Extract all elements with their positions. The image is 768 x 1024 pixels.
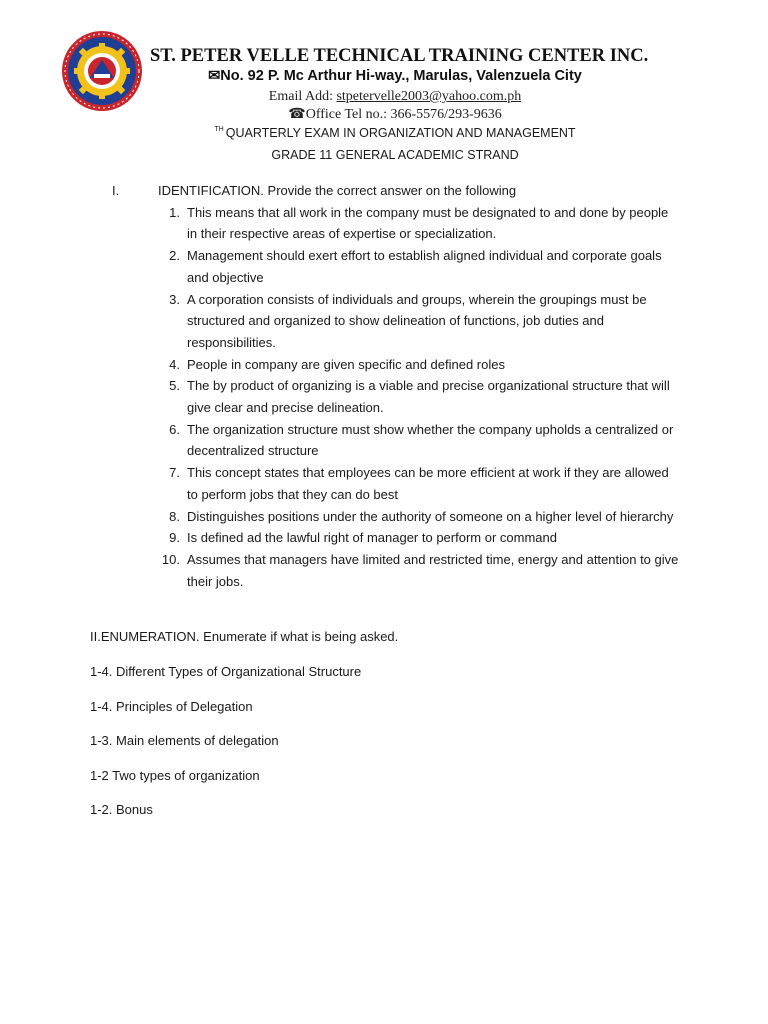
question-item xyxy=(158,549,682,592)
email-label: Email Add: xyxy=(268,89,333,104)
school-email xyxy=(150,89,640,105)
question-number: 5. xyxy=(169,378,180,394)
phone-text: Office Tel no.: 366-5576/293-9636 xyxy=(305,107,502,122)
address-text: No. 92 P. Mc Arthur Hi-way., Marulas, Valenzuela City xyxy=(220,68,582,84)
question-number: 10. xyxy=(161,551,180,567)
enumeration-heading: II.ENUMERATION. Enumerate if what is being asked. xyxy=(90,629,399,644)
question-number: 1. xyxy=(169,204,180,220)
question-item xyxy=(158,506,682,528)
question-item xyxy=(158,462,682,505)
question-text: The organization structure must show whether the company upholds a centralized or decentralized structure xyxy=(187,421,674,459)
question-item xyxy=(158,527,682,549)
school-logo xyxy=(61,30,143,112)
question-text: The by product of organizing is a viable and precise organizational structure that will give clear and precise delineation. xyxy=(187,378,670,416)
exam-subtitle: GRADE 11 GENERAL ACADEMIC STRAND xyxy=(271,148,519,162)
question-text: Management should exert effort to establish aligned individual and corporate goals and objective xyxy=(187,248,662,285)
question-item xyxy=(158,375,682,418)
question-item xyxy=(158,289,682,354)
question-number: 9. xyxy=(169,530,180,546)
school-name: ST. PETER VELLE TECHNICAL TRAINING CENTER INC. xyxy=(150,46,649,66)
enumeration-item: 1-2 Two types of organization xyxy=(90,768,260,783)
question-number: 7. xyxy=(169,465,180,481)
question-text: This means that all work in the company must be designated to and done by people in their respective areas of expertise or specialization. xyxy=(187,204,669,242)
question-item xyxy=(158,202,682,245)
question-text: A corporation consists of individuals and groups, wherein the groupings must be structured and organized to show delineation of functions, job duties and responsibilities. xyxy=(187,291,647,350)
question-number: 6. xyxy=(169,421,180,437)
exam-ordinal: TH xyxy=(214,126,224,133)
enumeration-item: 1-3. Main elements of delegation xyxy=(90,733,279,748)
identification-instruction: IDENTIFICATION. Provide the correct answer on the following xyxy=(158,183,517,198)
question-item xyxy=(158,419,682,462)
section-number: I. xyxy=(112,183,120,198)
question-text: This concept states that employees can be more efficient at work if they are allowed to perform jobs that they can do best xyxy=(187,465,669,502)
question-text: Distinguishes positions under the authority of someone on a higher level of hierarchy xyxy=(187,508,674,524)
email-link[interactable]: stpetervelle2003@yahoo.com.ph xyxy=(336,89,522,104)
enumeration-item: 1-4. Principles of Delegation xyxy=(90,699,253,714)
school-address xyxy=(150,68,640,84)
enumeration-item: 1-4. Different Types of Organizational Structure xyxy=(90,664,362,679)
question-number: 4. xyxy=(169,356,180,372)
exam-title xyxy=(150,126,640,140)
enumeration-item: 1-2. Bonus xyxy=(90,802,153,817)
question-text: Is defined ad the lawful right of manager to perform or command xyxy=(187,530,557,546)
identification-section xyxy=(112,180,682,592)
telephone-icon: ☎ xyxy=(288,107,306,122)
school-phone xyxy=(150,106,640,123)
question-item xyxy=(158,354,682,376)
question-number: 3. xyxy=(169,291,180,307)
identification-heading xyxy=(112,180,682,202)
question-number: 2. xyxy=(169,248,180,264)
envelope-icon: ✉ xyxy=(208,68,221,84)
question-text: Assumes that managers have limited and restricted time, energy and attention to give their jobs. xyxy=(187,551,679,589)
question-number: 8. xyxy=(169,508,180,524)
exam-title-text: QUARTERLY EXAM IN ORGANIZATION AND MANAGEMENT xyxy=(225,126,576,140)
question-text: People in company are given specific and defined roles xyxy=(187,356,505,372)
question-item xyxy=(158,245,682,288)
question-list xyxy=(158,202,682,593)
